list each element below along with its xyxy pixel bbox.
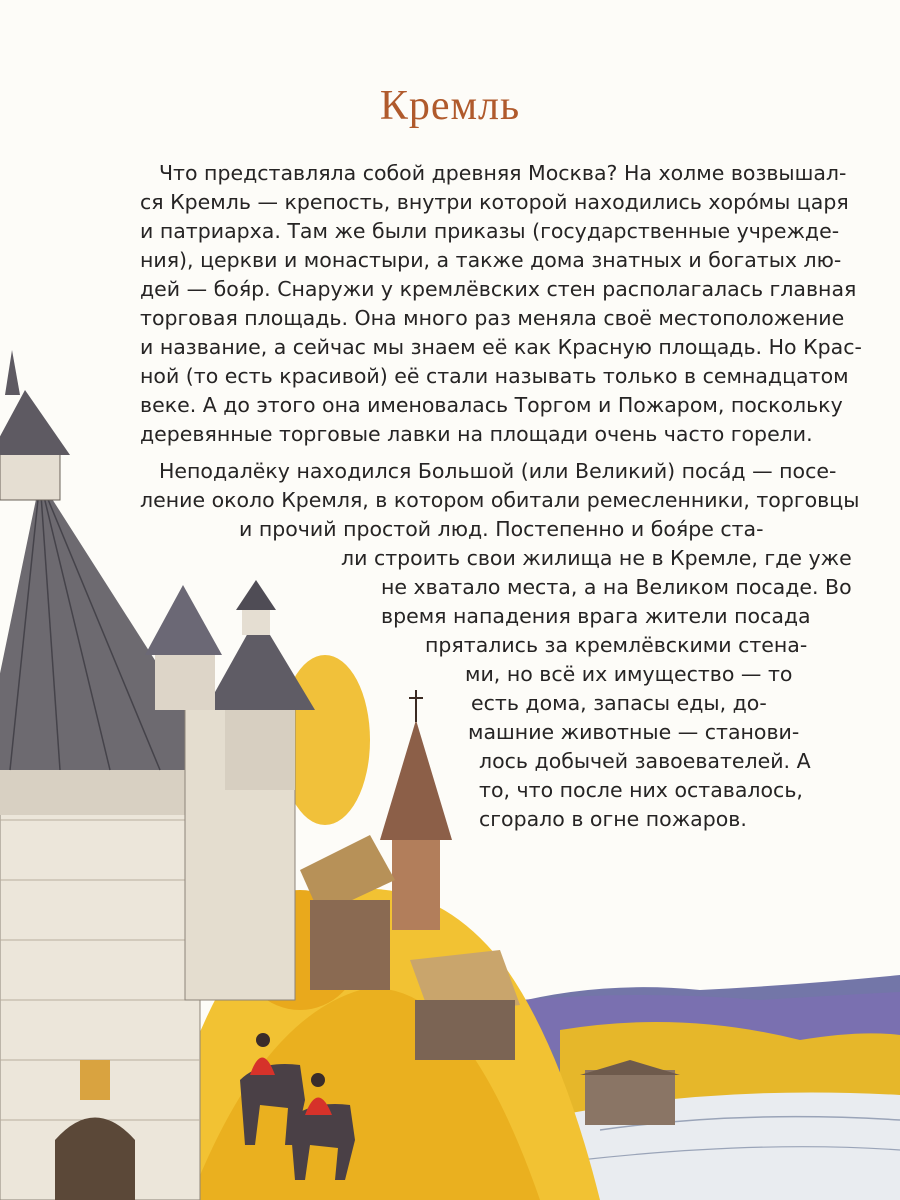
text-line: дей — боя́р. Снаружи у кремлёвских стен располагалась главная bbox=[140, 277, 857, 301]
text-line: ли строить свои жилища не в Кремле, где уже bbox=[341, 546, 852, 570]
text-line: сгорало в огне пожаров. bbox=[479, 807, 747, 831]
text-line: Что представляла собой древняя Москва? На холме возвышал- bbox=[159, 161, 847, 185]
text-line: время нападения врага жители посада bbox=[381, 604, 811, 628]
text-line: то, что после них оставалось, bbox=[479, 778, 803, 802]
text-line: веке. А до этого она именовалась Торгом и Пожаром, поскольку bbox=[140, 393, 843, 417]
text-line: деревянные торговые лавки на площади очень часто горели. bbox=[140, 422, 813, 446]
watch-turret bbox=[0, 450, 60, 500]
tower-gate bbox=[55, 1118, 135, 1200]
text-line: есть дома, запасы еды, до- bbox=[471, 691, 767, 715]
text-line: машние животные — станови- bbox=[468, 720, 800, 744]
text-line: ся Кремль — крепость, внутри которой находились хоро́мы царя bbox=[140, 190, 849, 214]
text-line: ми, но всё их имущество — то bbox=[465, 662, 793, 686]
far-tower-roof bbox=[145, 585, 222, 655]
text-line: и патриарха. Там же были приказы (государственные учрежде- bbox=[140, 219, 840, 243]
text-line: торговая площадь. Она много раз меняла своё местоположение bbox=[140, 306, 845, 330]
page-title: Кремль bbox=[379, 83, 521, 129]
church-spire bbox=[380, 720, 452, 840]
text-line: и название, а сейчас мы знаем её как Красную площадь. Но Крас- bbox=[140, 335, 862, 359]
text-line: ния), церкви и монастыри, а также дома знатных и богатых лю- bbox=[140, 248, 842, 272]
text-line: и прочий простой люд. Постепенно и боя́ре ста- bbox=[239, 517, 764, 541]
text-line: Неподалёку находился Большой (или Великий) поса́д — посе- bbox=[159, 459, 837, 483]
text-line: лось добычей завоевателей. А bbox=[479, 749, 811, 773]
house-3 bbox=[585, 1070, 675, 1125]
text-line: не хватало места, а на Великом посаде. Во bbox=[381, 575, 852, 599]
text-line: прятались за кремлёвскими стена- bbox=[425, 633, 808, 657]
text-line: ление около Кремля, в котором обитали ремесленники, торговцы bbox=[140, 488, 860, 512]
text-line: ной (то есть красивой) её стали называть только в семнадцатом bbox=[140, 364, 849, 388]
